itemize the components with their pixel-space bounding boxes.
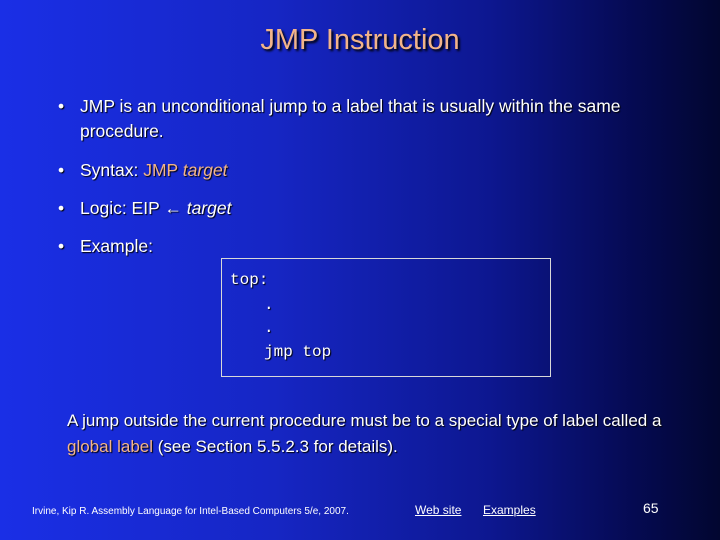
bullet-example bbox=[58, 234, 658, 259]
bullet-jmp-description bbox=[58, 94, 658, 144]
note-highlight: global label bbox=[67, 437, 154, 456]
global-label-note bbox=[67, 408, 667, 460]
page-number: 65 bbox=[643, 500, 659, 516]
note-text: (see Section 5.5.2.3 for details). bbox=[153, 437, 398, 456]
code-example-box bbox=[221, 258, 551, 377]
slide-title: JMP Instruction bbox=[260, 24, 460, 56]
bullet-icon: • bbox=[58, 198, 65, 218]
bullet-syntax bbox=[58, 158, 658, 183]
code-line-dot: . bbox=[264, 296, 274, 314]
bullet-label: Syntax: bbox=[80, 160, 144, 180]
syntax-keyword: JMP bbox=[143, 160, 178, 180]
bullet-icon: • bbox=[58, 96, 65, 116]
bullet-logic bbox=[58, 196, 658, 221]
syntax-operand: target bbox=[182, 160, 228, 180]
footer-citation: Irvine, Kip R. Assembly Language for Intel-Based Computers 5/e, 2007. bbox=[32, 506, 349, 517]
bullet-list bbox=[58, 94, 658, 259]
examples-link[interactable]: Examples bbox=[483, 503, 536, 517]
code-line-dot: . bbox=[264, 319, 274, 337]
bullet-label: Logic: EIP bbox=[80, 198, 165, 218]
bullet-icon: • bbox=[58, 160, 65, 180]
bullet-text: JMP is an unconditional jump to a label that is usually within the same procedure. bbox=[80, 96, 621, 141]
web-site-link[interactable]: Web site bbox=[415, 503, 462, 517]
code-line-label: top: bbox=[230, 271, 269, 289]
left-arrow-icon: ← bbox=[164, 198, 182, 218]
code-line-jmp: jmp top bbox=[264, 343, 332, 361]
bullet-icon: • bbox=[58, 236, 65, 256]
logic-operand: target bbox=[186, 198, 232, 218]
bullet-text: Example: bbox=[80, 236, 153, 256]
note-text: A jump outside the current procedure must be to a special type of label called a bbox=[67, 411, 662, 430]
